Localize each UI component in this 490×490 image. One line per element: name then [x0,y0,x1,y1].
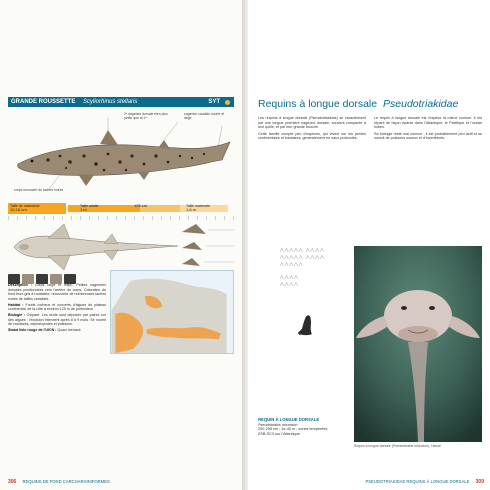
description-heading: Biologie : [8,313,26,317]
size-mid-value: 125 cm [134,203,148,208]
status-dot-icon [225,100,230,105]
size-birth-value: 10-16 cm [10,207,27,212]
species-common-name: GRANDE ROUSSETTE [11,99,76,105]
callout-second-dorsal: 2ᵉ nageoire dorsale bien plus petite que la 1ʳᵉ [124,112,168,120]
species-code: SYT [208,99,220,105]
description-text: Corps large et trapu. Petites nageoires dorsales positionnées vers l'arrière du corps. Coloration de fond brun-gris à roussâtre, recouverte de nombreuses taches noires de tailles variables. [8,283,106,301]
left-page-footer [8,478,234,486]
size-mid-cell [132,203,168,214]
size-common-label: Taille adulte [80,204,99,208]
callout-spots: corps recouvert de taches noires [14,188,64,192]
callout-caudal-fin: nageoire caudale courte et large [184,112,225,120]
page-title [258,96,484,112]
description-paragraph [8,283,106,301]
species-caption [258,418,348,444]
size-scale [8,203,234,214]
size-common-value: 1 m [80,207,87,212]
body-paragraph: Cette famille compte peu d'espèces, qui vivent sur les pentes continentales et insulaires, généralement en eaux profondes. [258,131,366,141]
caption-extra: ZSB-SC3 sur l'Atlantique [258,431,300,436]
size-max-value: 1,6 m [186,207,197,212]
body-paragraph: Sa biologie reste mal connue ; il est probablement peu actif et se nourrit de poissons osseux et d'invertébrés. [374,131,482,141]
size-grid [8,216,234,220]
left-section-label: REQUINS DE FOND CARCHARHINIFORMES [22,479,110,484]
shark-photo [354,246,482,442]
body-paragraph: Les requins à longue dorsale (Pseudotriakidae) se caractérisent par une longue première nageoire dorsale, souvent comparée à une quille, et par leur grande bouche. [258,116,366,130]
body-column-left [258,116,366,240]
right-page [248,0,490,490]
caption-title: REQUIN À LONGUE DORSALE [258,417,320,422]
description-heading: Statut liste rouge de l'UICN : [8,328,57,332]
caption-details: 200-295 cm ; 1e-40 m ; zones tempérées [258,427,328,432]
description-heading: Habitat : [8,302,24,307]
family-title: Requins à longue dorsale [258,98,378,110]
left-page-number: 306 [8,479,17,485]
description-text: Fonds rocheux et couverts d'algues du plateau continental, de la côte à environ 125 m de profondeur. [8,302,106,311]
teeth-and-silhouette-illustration [258,246,348,346]
size-birth-cell [8,203,66,214]
fin-detail-illustrations [178,222,236,272]
body-paragraph: Le requin à longue dorsale est l'espèce la mieux connue. Il est réparti de façon éparse dans l'Atlantique, le Pacifique et l'océan Indien. [374,116,482,130]
size-birth-label: Taille de naissance [10,204,40,208]
body-column-right [374,116,482,240]
caption-scientific: Pseudotriakis microdon [258,422,298,427]
species-scientific-name: Scyliorhinus stellaris [83,99,138,105]
description-paragraph [8,328,106,333]
right-page-footer [258,478,484,486]
size-max-label: Taille maximale [186,204,210,208]
description-paragraph [8,313,106,327]
shark-side-illustration [8,112,234,200]
description-heading: Description : [8,283,32,287]
species-header-bar [8,97,234,107]
description-paragraph [8,303,106,312]
distribution-map [110,270,234,354]
right-page-number: 309 [475,479,484,485]
description-text: Quasi menacé. [57,328,82,332]
left-page [0,0,242,490]
species-description [8,283,106,471]
photo-caption: Requin à longue dorsale (Pseudotriakis microdon), Hawaï [354,444,441,448]
size-common-cell [78,203,128,214]
right-section-label: PSEUDOTRIAKIDAE REQUINS À LONGUE DORSALE [365,479,470,484]
description-text: Ovipare. Les œufs sont déposés par paires sur des algues ; l'éclosion intervient après 8 à 9 mois. Se nourrit de crustacés, céphalopodes et poissons. [8,313,106,326]
size-max-cell [184,203,234,214]
family-scientific-name: Pseudotriakidae [383,98,459,110]
shark-top-illustration [8,222,182,272]
